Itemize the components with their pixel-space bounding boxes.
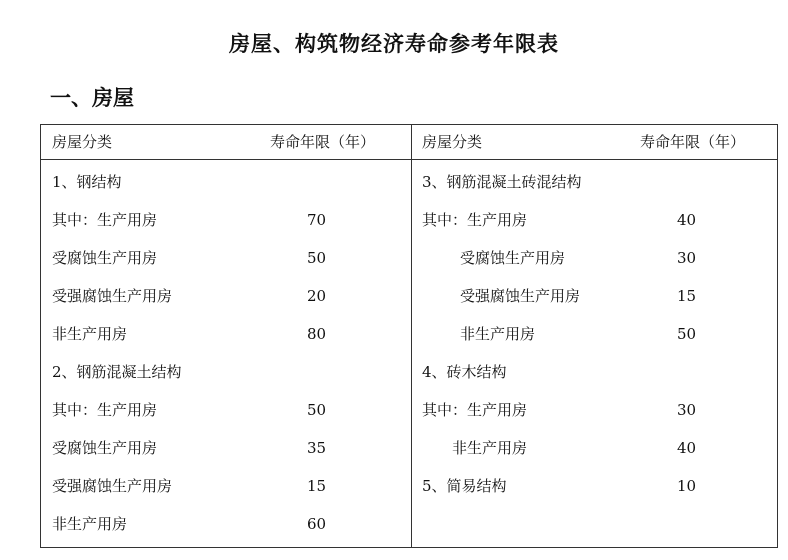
left-header-category: 房屋分类 <box>52 133 113 151</box>
table-row-label: 3、钢筋混凝土砖混结构 <box>422 173 582 191</box>
right-header-category: 房屋分类 <box>422 133 483 151</box>
table-row-value: 60 <box>307 515 327 533</box>
table-row-label: 其中：生产用房 <box>52 211 158 229</box>
header-divider <box>40 159 778 160</box>
table-row-label: 其中：生产用房 <box>422 211 528 229</box>
table-row-label: 2、钢筋混凝土结构 <box>52 363 182 381</box>
page-title: 房屋、构筑物经济寿命参考年限表 <box>229 32 559 56</box>
table-row-value: 35 <box>307 439 327 457</box>
table-row-value: 15 <box>677 287 697 305</box>
table-row-value: 20 <box>307 287 327 305</box>
table-row-label: 非生产用房 <box>52 325 128 343</box>
table-row-label: 受腐蚀生产用房 <box>52 439 158 457</box>
table-row-label: 非生产用房 <box>452 439 528 457</box>
table-row-value: 50 <box>307 249 327 267</box>
table-row-label: 非生产用房 <box>460 325 536 343</box>
table-row-label: 5、简易结构 <box>422 477 507 495</box>
table-row-value: 50 <box>307 401 327 419</box>
table-row-label: 其中：生产用房 <box>52 401 158 419</box>
right-header-years: 寿命年限（年） <box>640 133 746 151</box>
table-row-value: 15 <box>307 477 327 495</box>
table-row-value: 30 <box>677 249 697 267</box>
table-row-value: 50 <box>677 325 697 343</box>
table-row-label: 受腐蚀生产用房 <box>52 249 158 267</box>
column-divider <box>411 124 412 548</box>
table-row-label: 受腐蚀生产用房 <box>460 249 566 267</box>
table-row-label: 非生产用房 <box>52 515 128 533</box>
table-row-value: 70 <box>307 211 327 229</box>
table-row-value: 40 <box>677 439 697 457</box>
table-row-value: 30 <box>677 401 697 419</box>
table-row-value: 40 <box>677 211 697 229</box>
section-heading: 一、房屋 <box>50 86 134 110</box>
table-row-label: 1、钢结构 <box>52 173 122 191</box>
table-row-label: 受强腐蚀生产用房 <box>52 287 173 305</box>
table-row-label: 其中：生产用房 <box>422 401 528 419</box>
table-row-label: 受强腐蚀生产用房 <box>460 287 581 305</box>
table-row-label: 受强腐蚀生产用房 <box>52 477 173 495</box>
table-row-label: 4、砖木结构 <box>422 363 507 381</box>
left-header-years: 寿命年限（年） <box>270 133 376 151</box>
table-row-value: 10 <box>677 477 697 495</box>
table-row-value: 80 <box>307 325 327 343</box>
